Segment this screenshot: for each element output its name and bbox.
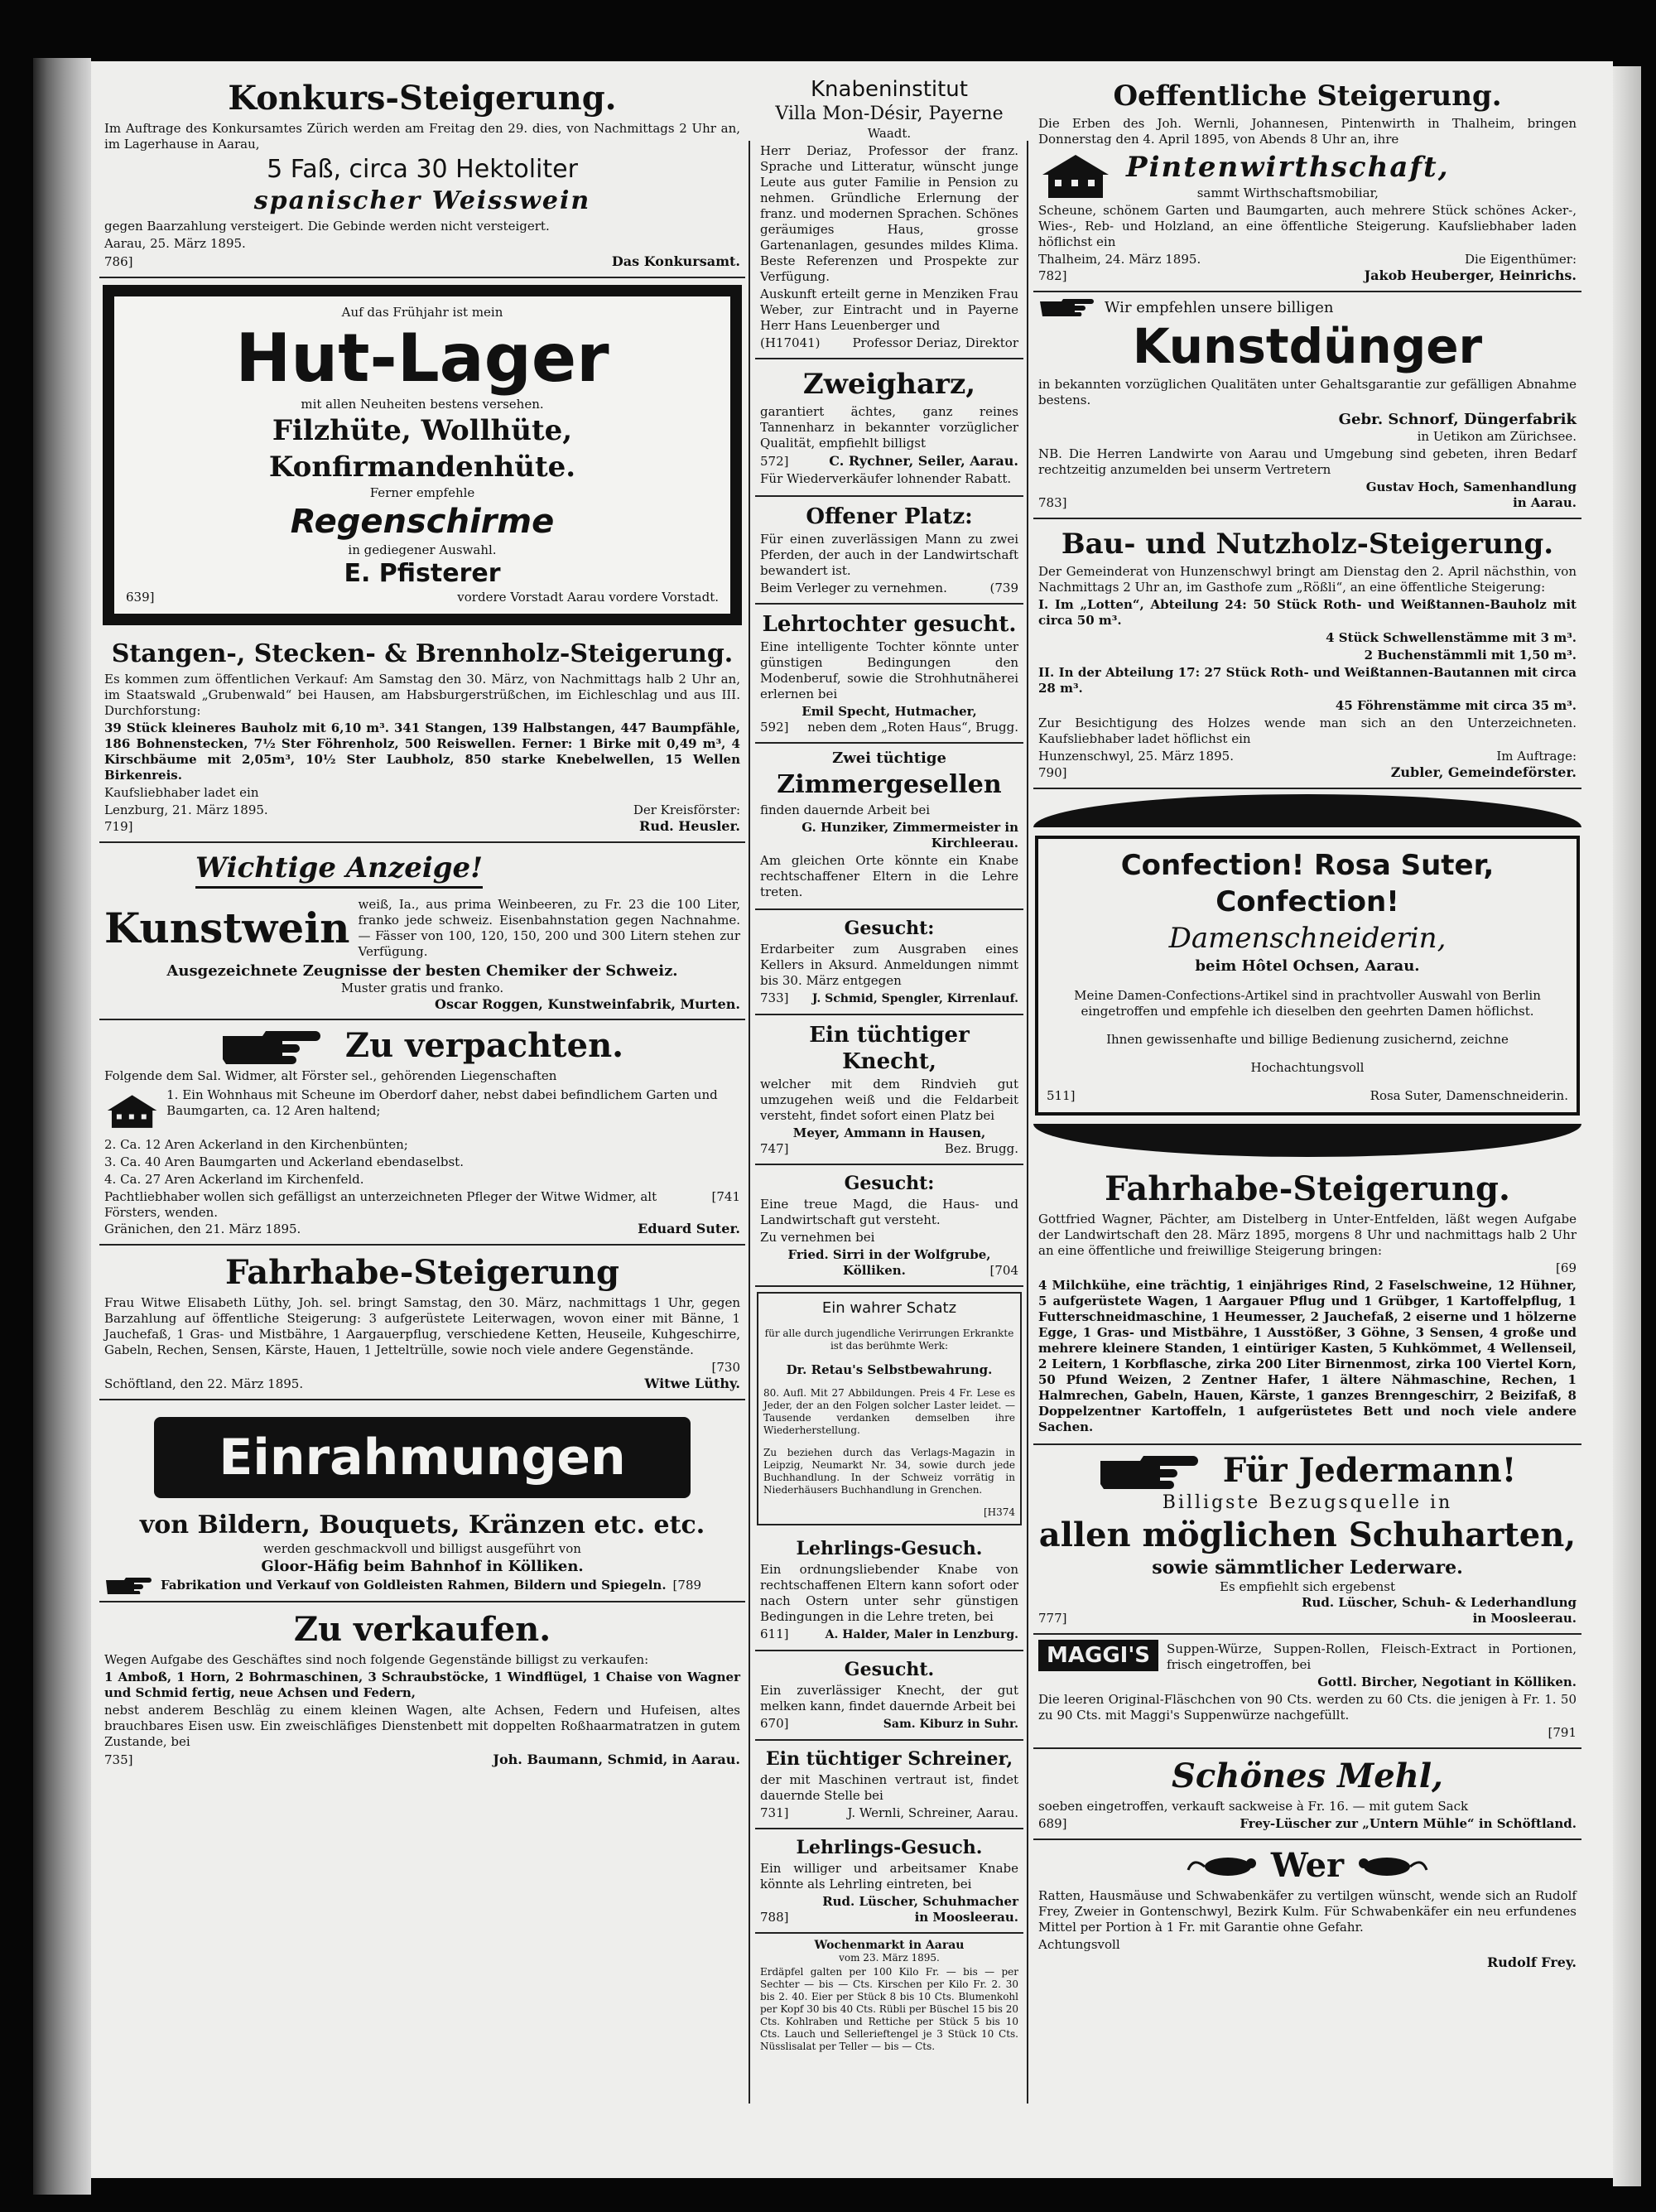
ad-name: Rud. Lüscher, Schuh- & Lederhandlung <box>1302 1595 1577 1610</box>
ad-text: der mit Maschinen vertraut ist, findet dauernde Stelle bei <box>760 1772 1018 1803</box>
ad-number: 788] <box>760 1910 789 1925</box>
ad-number: [791 <box>1548 1725 1577 1740</box>
ad-kunstwein <box>99 843 745 1020</box>
ad-line: Filzhüte, Wollhüte, Konfirmandenhüte. <box>268 414 576 484</box>
ad-signature: Professor Deriaz, Direktor <box>852 335 1018 350</box>
ad-highlight: Pintenwirthschaft, <box>1126 151 1450 184</box>
ad-stangen <box>99 632 745 843</box>
column-right <box>1033 71 1581 1977</box>
ad-line: 5 Faß, circa 30 Hektoliter <box>267 155 578 184</box>
ad-subtitle: Billigste Bezugsquelle in <box>1162 1492 1453 1513</box>
ornament-top <box>1033 794 1581 827</box>
ad-signature: J. Schmid, Spengler, Kirrenlauf. <box>811 992 1018 1005</box>
ad-title: Lehrlings-Gesuch. <box>796 1837 983 1858</box>
list-item: 2 Buchenstämmli mit 1,50 m³. <box>1364 648 1577 663</box>
ad-number: (739 <box>989 581 1018 595</box>
ad-number: 639] <box>126 590 155 605</box>
ad-gesucht-knecht <box>755 1651 1023 1741</box>
ad-text: Ihnen gewissenhafte und billige Bedienung zusichernd, zeichne <box>1106 1032 1509 1047</box>
pointing-hand-icon <box>104 1576 154 1594</box>
list-item: 45 Föhrenstämme mit circa 35 m³. <box>1335 698 1577 713</box>
ad-role: Im Auftrage: <box>1496 749 1577 764</box>
ad-text: Im Auftrage des Konkursamtes Zürich werden am Freitag den 29. dies, von Nachmittags 2 Uhr an, im Lagerhause in Aarau, <box>104 121 740 152</box>
ad-text: Kaufsliebhaber ladet ein <box>104 785 259 800</box>
pointing-hand-icon <box>1099 1453 1206 1489</box>
ad-title: Fahrhabe-Steigerung. <box>1105 1169 1510 1208</box>
ad-text: Fabrikation und Verkauf von Goldleisten Rahmen, Bildern und Spiegeln. <box>161 1577 667 1593</box>
ad-text: Muster gratis und franko. <box>340 981 504 995</box>
ad-place: Aarau, 25. März 1895. <box>104 236 246 251</box>
ad-text: in gediegener Auswahl. <box>348 542 497 557</box>
ad-einrahmungen <box>99 1400 745 1602</box>
ad-signature: neben dem „Roten Haus“, Brugg. <box>807 720 1018 735</box>
ad-number: 719] <box>104 819 133 834</box>
ad-name: Meyer, Ammann in Hausen, <box>792 1125 986 1140</box>
ad-address: vordere Vorstadt Aarau vordere Vorstadt. <box>457 590 719 605</box>
ad-text: werden geschmackvoll und billigst ausgeführt von <box>263 1541 581 1556</box>
column-left <box>99 71 745 1775</box>
ad-highlight: Ausgezeichnete Zeugnisse der besten Chemiker der Schweiz. <box>166 962 678 980</box>
book-spine <box>33 58 91 2195</box>
ad-signature: A. Halder, Maler in Lenzburg. <box>825 1628 1018 1641</box>
ad-items: 4 Milchkühe, eine trächtig, 1 einjähriges Rind, 2 Faselschweine, 12 Hühner, 5 aufgerüstete Wagen, 1 Aargauer Pflug und 1 Grübger, 1 Kartoffelpflug, 1 Futterschneidmaschine, 1 Heumesser, 2 Jauchefaß, 2 eiserne und 1 hölzerne Egge, 1 Gras- und Mistbähre, 1 Ausstößer, 3 Göhne, 3 Sensen, 4 große und mehrere kleinere Standen, 1 eintüriger Kasten, 5 Kuhkömmet, 4 Wellenseil, 2 Leitern, 1 Korbflasche, zirka 200 Liter Birnenmost, zirka 100 Viertel Korn, 50 Pfund Weizen, 2 Zentner Hafer, 1 ältere Nähmaschine, Rechen, 1 Halmrechen, Gabeln, Hauen, Kärste, 1 ganzes Brenngeschirr, 2 Beizifaß, 8 Doppelzentner Kartoffeln, 1 aufgerüstetes Bett und noch viele andere Sachen. <box>1038 1278 1577 1434</box>
rat-icon <box>1354 1853 1428 1878</box>
ad-text: NB. Die Herren Landwirte von Aarau und Umgebung sind gebeten, ihren Bedarf rechtzeitig anzumelden bei unserm Vertretern <box>1038 446 1577 477</box>
ad-text: Zu beziehen durch das Verlags-Magazin in Leipzig, Neumarkt Nr. 34, sowie durch jede Buchhandlung. In der Schweiz vorrätig in Niederhäusers Buchhandlung in Grenchen. <box>763 1447 1015 1496</box>
ad-text: Frau Witwe Elisabeth Lüthy, Joh. sel. bringt Samstag, den 30. März, nachmittags 1 Uhr, gegen Barzahlung auf öffentliche Steigerung: 3 aufgerüstete Leiterwagen, wovon einer mit Bänne, 1 Jauchefaß, 1 Gras- und Mistbähre, 1 Aargauerpflug, verschiedene Ketten, Heuseile, Kuhgeschirre, Gabeln, Rechen, Sensen, Kärste, Hauen, 1 Jetteltrülle, sowie noch viele andere Gegenstände. <box>104 1295 740 1357</box>
ad-number: 592] <box>760 720 789 735</box>
ad-title: Wichtige Anzeige! <box>195 850 483 889</box>
ad-signature: Gustav Hoch, Samenhandlung <box>1365 480 1577 494</box>
ad-items: 39 Stück kleineres Bauholz mit 6,10 m³. 341 Stangen, 139 Halbstangen, 447 Baumpfähle, 186 Bohnenstecken, 7½ Ster Föhrenholz, 500 Reiswellen. Ferner: 1 Birke mit 0,49 m³, 4 Kirschbäume mit 2,05m³, 10½ Ster Laubholz, 850 starke Knebelwellen, 15 Wellen Birkenreis. <box>104 720 740 783</box>
ad-title: Kunstdünger <box>1132 318 1483 374</box>
ad-title: Confection! Rosa Suter, Confection! <box>1120 849 1495 918</box>
ad-zweigharz <box>755 359 1023 497</box>
ad-text: Herr Deriaz, Professor der franz. Sprache und Litteratur, wünscht junge Leute aus guter Familie in Pension zu nehmen. Gründliche Erlernung der franz. und modernen Sprachen. Schönes geräumiges Haus, grosse Gartenanlagen, gesundes mildes Klima. Beste Referenzen und Prospekte zur Verfügung. <box>760 143 1018 284</box>
ad-place: Schöftland, den 22. März 1895. <box>104 1376 304 1391</box>
ad-lehrling-schuhmacher <box>755 1829 1023 1934</box>
ad-title: Wochenmarkt in Aarau <box>814 1939 965 1952</box>
ad-hutlager <box>103 285 742 625</box>
ad-name: E. Pfisterer <box>344 559 501 588</box>
list-item: II. In der Abteilung 17: 27 Stück Roth- und Weißtannen-Bautannen mit circa 28 m³. <box>1038 665 1577 696</box>
ad-title: Hut-Lager <box>235 320 609 397</box>
ad-bauholz <box>1033 519 1581 789</box>
ad-title: Ein wahrer Schatz <box>821 1299 957 1317</box>
ad-text: Erdarbeiter zum Ausgraben eines Kellers in Aksurd. Anmeldungen nimmt bis 30. März entgegen <box>760 942 1018 988</box>
ad-jedermann <box>1033 1445 1581 1635</box>
ad-text: weiß, Ia., aus prima Weinbeeren, zu Fr. 23 die 100 Liter, franko jede schweiz. Eisenbahnstation gegen Nachnahme. — Fässer von 100, 120, 150, 200 und 300 Litern stehen zur Verfügung. <box>358 897 740 959</box>
ad-place: in Aarau. <box>1513 495 1577 510</box>
ad-name: G. Hunziker, Zimmermeister in Kirchleerau. <box>802 820 1018 851</box>
ad-title: Bau- und Nutzholz-Steigerung. <box>1061 528 1554 561</box>
ad-signature: Oscar Roggen, Kunstweinfabrik, Murten. <box>435 996 740 1012</box>
ad-knecht <box>755 1015 1023 1165</box>
ad-number: 670] <box>760 1716 789 1731</box>
ad-intro: Zwei tüchtige <box>832 749 946 767</box>
ad-note: Für Wiederverkäufer lohnender Rabatt. <box>760 471 1012 486</box>
ad-place: Lenzburg, 21. März 1895. <box>104 802 268 817</box>
ad-name: Rud. Lüscher, Schuhmacher <box>822 1894 1018 1909</box>
ad-schreiner <box>755 1741 1023 1829</box>
ad-number: (H17041) <box>760 335 821 350</box>
ad-text: soeben eingetroffen, verkauft sackweise à Fr. 16. — mit gutem Sack <box>1038 1799 1469 1814</box>
ad-fahrhabe-wagner <box>1033 1162 1581 1445</box>
ad-text: Gottfried Wagner, Pächter, am Distelberg in Unter-Entfelden, läßt wegen Aufgabe der Landwirtschaft den 28. März 1895, morgens 8 Uhr und nachmittags halb 2 Uhr an eine öffentliche und freiwillige Steigerung bringen: <box>1038 1212 1577 1258</box>
ad-place: in Moosleerau. <box>914 1910 1018 1925</box>
ornament-bottom <box>1033 1124 1581 1157</box>
ad-title: Lehrtochter gesucht. <box>762 612 1017 637</box>
ad-role: Die Eigenthümer: <box>1464 252 1577 267</box>
ad-signature: Rudolf Frey. <box>1486 1954 1577 1970</box>
ad-lehrtochter <box>755 605 1023 744</box>
ad-zimmergesellen <box>755 744 1023 910</box>
ad-signature: Das Konkursamt. <box>611 253 740 269</box>
ad-name: Gloor-Häfig beim Bahnhof in Kölliken. <box>261 1558 584 1575</box>
ad-name: Gebr. Schnorf, Düngerfabrik <box>1338 411 1577 428</box>
ad-text: Die leeren Original-Fläschchen von 90 Cts. werden zu 60 Cts. die jenigen à Fr. 1. 50 zu 90 Cts. mit Maggi's Suppenwürze nachgefüllt. <box>1038 1692 1577 1723</box>
ad-title: Zu verpachten. <box>344 1026 624 1065</box>
ad-title: Gesucht. <box>844 1659 935 1680</box>
ad-text: Für einen zuverlässigen Mann zu zwei Pferden, der auch in der Landwirtschaft bewandert ist. <box>760 532 1018 578</box>
ad-name: Dr. Retau's Selbstbewahrung. <box>786 1362 993 1377</box>
ad-text: Meine Damen-Confections-Artikel sind in prachtvoller Auswahl von Berlin eingetroffen und empfehle ich dieselben den geehrten Damen höflichst. <box>1074 988 1541 1019</box>
next-page-edge <box>1613 66 1641 2186</box>
ad-text: Erdäpfel galten per 100 Kilo Fr. — bis — per Sechter — bis — Cts. Kirschen per Kilo Fr. 2. 30 bis 2. 40. Eier per Stück 8 bis 10 Cts. Blumenkohl per Kopf 30 bis 40 Cts. Rübli per Büschel 15 bis 20 Cts. Kohlraben und Rettiche per Stück 5 bis 10 Cts. Lauch und Sellerieftengel je 3 Stück 10 Cts. Nüsslisalat per Teller — bis — Cts. <box>760 1966 1018 2052</box>
ad-signature: Rud. Heusler. <box>639 818 740 834</box>
ad-highlight: allen möglichen Schuharten, <box>1038 1516 1577 1554</box>
ad-title: Für Jedermann! <box>1222 1451 1517 1490</box>
ad-text: garantiert ächtes, ganz reines Tannenharz in bekannter vorzüglicher Qualität, empfiehlt billigst <box>760 404 1018 451</box>
ad-text: Ferner empfehle <box>369 485 475 500</box>
column-rule-1 <box>749 141 750 2104</box>
ad-place: Kölliken. <box>843 1263 906 1278</box>
ad-highlight: Regenschirme <box>290 503 555 541</box>
ad-text: Auskunft erteilt gerne in Menziken Frau Weber, zur Eintracht und in Payerne Herr Hans Leuenberger und <box>760 287 1018 333</box>
ad-number: [69 <box>1556 1260 1577 1275</box>
ad-signature: Witwe Lüthy. <box>644 1376 740 1391</box>
ad-title: Gesucht: <box>844 1173 935 1194</box>
ad-number: 611] <box>760 1626 789 1641</box>
ad-text: Es empfiehlt sich ergebenst <box>1220 1579 1395 1594</box>
ad-place: Bez. Brugg. <box>944 1141 1018 1156</box>
ad-verpachten <box>99 1020 745 1246</box>
column-middle <box>755 71 1023 2061</box>
ad-items: 1 Amboß, 1 Horn, 2 Bohrmaschinen, 3 Schraubstöcke, 1 Windflügel, 1 Chaise von Wagner und Schmid fertig, neue Achsen und Federn, <box>104 1670 740 1700</box>
list-item: I. Im „Lotten“, Abteilung 24: 50 Stück Roth- und Weißtannen-Bauholz mit circa 50 m³. <box>1038 597 1577 628</box>
ad-signature: C. Rychner, Seiler, Aarau. <box>829 453 1018 469</box>
ad-place: in Moosleerau. <box>1472 1611 1577 1626</box>
ad-subtitle: mit allen Neuheiten bestens versehen. <box>301 397 544 412</box>
ad-text: 80. Aufl. Mit 27 Abbildungen. Preis 4 Fr. Lese es Jeder, der an den Folgen solcher Laster leidet. — Tausende verdanken demselben ihre Wiederherstellung. <box>763 1387 1015 1436</box>
ad-wochenmarkt <box>755 1934 1023 2061</box>
ad-wahrer-schatz <box>757 1292 1022 1525</box>
ad-text: sowie sämmtlicher Lederware. <box>1152 1557 1463 1578</box>
ad-place: in Uetikon am Zürichsee. <box>1417 429 1577 444</box>
ad-text: Der Gemeinderat von Hunzenschwyl bringt am Dienstag den 2. April nächsthin, von Nachmittags 2 Uhr an, im Gasthofe zum „Rößli“, an eine öffentliche Steigerung: <box>1038 564 1577 595</box>
ad-title: Lehrlings-Gesuch. <box>796 1538 983 1559</box>
ad-number: 786] <box>104 254 133 269</box>
ad-text: Achtungsvoll <box>1038 1937 1120 1952</box>
ad-wer <box>1033 1840 1581 1977</box>
ad-signature: J. Wernli, Schreiner, Aarau. <box>847 1805 1018 1820</box>
ad-text: Eine intelligente Tochter könnte unter günstigen Bedingungen den Modenberuf, sowie die Strohhutnäherei erlernen bei <box>760 639 1018 701</box>
pointing-hand-icon <box>1038 297 1096 317</box>
ad-text: Pachtliebhaber wollen sich gefälligst an unterzeichneten Pfleger der Witwe Widmer, alt Försters, wenden. <box>104 1189 657 1220</box>
ad-text: gegen Baarzahlung versteigert. Die Gebinde werden nicht versteigert. <box>104 219 550 234</box>
house-icon <box>104 1086 160 1135</box>
ad-title: Fahrhabe-Steigerung <box>225 1253 619 1292</box>
ad-title: Wer <box>1270 1846 1345 1885</box>
list-item: 4 Stück Schwellenstämme mit 3 m³. <box>1326 630 1577 645</box>
ad-number: [730 <box>711 1360 740 1375</box>
ad-text: Zu vernehmen bei <box>760 1230 875 1245</box>
ad-subtitle: sammt Wirthschaftsmobiliar, <box>1196 186 1379 200</box>
list-item: 2. Ca. 12 Aren Ackerland in den Kirchenbünten; <box>104 1137 408 1152</box>
ad-text: Ein williger und arbeitsamer Knabe könnte als Lehrling eintreten, bei <box>760 1861 1018 1892</box>
ad-title: Zimmergesellen <box>777 770 1002 799</box>
ad-title-banner: Einrahmungen <box>154 1417 691 1498</box>
ad-number: 735] <box>104 1752 133 1767</box>
ad-text: Ratten, Hausmäuse und Schwabenkäfer zu vertilgen wünscht, wende sich an Rudolf Frey, Zweier in Gontenschwyl, Bezirk Kulm. Für Schwabenkäfer ein neu erfundenes Mittel per Portion à 1 Fr. mit Garantie ohne Gefahr. <box>1038 1888 1577 1935</box>
ad-place: beim Hôtel Ochsen, Aarau. <box>1195 957 1420 975</box>
ad-knabeninstitut <box>755 71 1023 359</box>
ad-text: Folgende dem Sal. Widmer, alt Förster sel., gehörenden Liegenschaften <box>104 1068 557 1083</box>
ad-text: Hochachtungsvoll <box>1250 1060 1365 1075</box>
ad-title: Offener Platz: <box>806 504 973 529</box>
ad-intro: Wir empfehlen unsere billigen <box>1105 298 1334 316</box>
column-rule-2 <box>1027 141 1028 2104</box>
ad-signature: Frey-Lüscher zur „Untern Mühle“ in Schöftland. <box>1240 1816 1577 1831</box>
ad-title: Zweigharz, <box>802 368 976 401</box>
ad-verkaufen <box>99 1602 745 1775</box>
ad-text: Am gleichen Orte könnte ein Knabe rechtschaffener Eltern in die Lehre treten. <box>760 853 1018 899</box>
ad-number: 731] <box>760 1805 789 1820</box>
ad-text: Die Erben des Joh. Wernli, Johannesen, Pintenwirth in Thalheim, bringen Donnerstag den 4. April 1895, von Abends 8 Uhr an, ihre <box>1038 116 1577 147</box>
ad-fahrhabe <box>99 1246 745 1400</box>
ad-text: Zur Besichtigung des Holzes wende man sich an den Unterzeichneten. Kaufsliebhaber ladet höflichst ein <box>1038 716 1577 746</box>
pointing-hand-icon <box>221 1028 329 1064</box>
ad-highlight: spanischer Weisswein <box>253 186 591 215</box>
ad-mehl <box>1033 1749 1581 1840</box>
ad-text: Es kommen zum öffentlichen Verkauf: Am Samstag den 30. März, von Nachmittags halb 2 Uhr an, im Staatswald „Grubenwald“ bei Hausen, am Habsburgerstrüßchen, im Eichleschlag und aus III. Durchforstung: <box>104 672 740 718</box>
rat-icon <box>1187 1853 1261 1878</box>
ad-number: 689] <box>1038 1816 1067 1831</box>
ad-confection <box>1033 794 1581 1157</box>
ad-number: 511] <box>1047 1088 1076 1103</box>
ad-number: [789 <box>672 1577 702 1593</box>
ad-text: für alle durch jugendliche Verirrungen Erkrankte ist das berühmte Werk: <box>764 1328 1014 1352</box>
ad-konkurs <box>99 71 745 278</box>
ad-title: Oeffentliche Steigerung. <box>1113 80 1502 113</box>
ad-magd <box>755 1165 1023 1287</box>
ad-title: Gesucht: <box>844 918 935 939</box>
list-item: 3. Ca. 40 Aren Baumgarten und Ackerland ebendaselbst. <box>104 1154 464 1169</box>
list-item: 4. Ca. 27 Aren Ackerland im Kirchenfeld. <box>104 1172 364 1187</box>
ad-gesucht-erdarbeiter <box>755 910 1023 1015</box>
ad-text: welcher mit dem Rindvieh gut umzugehen weiß und die Feldarbeit versteht, findet sofort einen Platz bei <box>760 1077 1018 1123</box>
ad-number: [704 <box>989 1263 1018 1278</box>
ad-text: Ein zuverlässiger Knecht, der gut melken kann, findet dauernde Arbeit bei <box>760 1683 1018 1713</box>
ad-place: Waadt. <box>867 126 912 141</box>
ad-place: Gränichen, den 21. März 1895. <box>104 1222 301 1236</box>
ad-subtitle: von Bildern, Bouquets, Kränzen etc. etc. <box>139 1511 705 1540</box>
ad-place: Hunzenschwyl, 25. März 1895. <box>1038 749 1234 764</box>
ad-number: [H374 <box>983 1506 1015 1518</box>
ad-offener-platz <box>755 497 1023 605</box>
ad-number: 783] <box>1038 495 1067 510</box>
ad-role: Der Kreisförster: <box>633 802 740 817</box>
ad-place: Thalheim, 24. März 1895. <box>1038 252 1201 267</box>
ad-signature: Eduard Suter. <box>638 1221 740 1236</box>
ad-text: Scheune, schönem Garten und Baumgarten, auch mehrere Stück schönes Acker-, Wies-, Reb- und Holzland, an eine öffentliche Steigerung. Kaufsliebhaber laden höflichst ein <box>1038 203 1577 249</box>
ad-number: 782] <box>1038 268 1067 283</box>
ad-text: nebst anderem Beschläg zu einem kleinen Wagen, alte Achsen, Federn und Hufeisen, altes brauchbares Eisen usw. Ein zweischläfiges Dienstenbett mit doppelten Roßhaarmatratzen in gutem Zustande, bei <box>104 1703 740 1749</box>
ad-name: Gottl. Bircher, Negotiant in Kölliken. <box>1317 1675 1577 1689</box>
ad-signature: Jakob Heuberger, Heinrichs. <box>1364 267 1577 283</box>
ad-text: Eine treue Magd, die Haus- und Landwirtschaft gut versteht. <box>760 1197 1018 1227</box>
ad-signature: Sam. Kiburz in Suhr. <box>883 1718 1018 1731</box>
ad-title: Schönes Mehl, <box>1172 1757 1443 1795</box>
ad-title: Knabeninstitut <box>811 77 968 102</box>
ad-number: 733] <box>760 990 789 1005</box>
ad-text: in bekannten vorzüglichen Qualitäten unter Gehaltsgarantie zur gefälligen Abnahme bestens. <box>1038 377 1577 407</box>
ad-number: 572] <box>760 454 789 469</box>
ad-number: 790] <box>1038 765 1067 780</box>
ad-name: Fried. Sirri in der Wolfgrube, <box>787 1247 991 1262</box>
ad-bigword: Kunstwein <box>104 904 350 952</box>
ad-title: Ein tüchtiger Schreiner, <box>765 1748 1013 1770</box>
ad-maggi <box>1033 1635 1581 1749</box>
ad-title: Konkurs-Steigerung. <box>228 79 617 118</box>
ad-text: Wegen Aufgabe des Geschäftes sind noch folgende Gegenstände billigst zu verkaufen: <box>104 1652 649 1667</box>
ad-text: finden dauernde Arbeit bei <box>760 802 931 817</box>
ad-number: 747] <box>760 1141 789 1156</box>
ad-text: Suppen-Würze, Suppen-Rollen, Fleisch-Extract in Portionen, frisch eingetroffen, bei <box>1167 1641 1577 1672</box>
ad-subtitle: Damenschneiderin, <box>1168 922 1447 955</box>
ad-lehrling-maler <box>755 1530 1023 1651</box>
ad-number: 777] <box>1038 1611 1067 1626</box>
ad-signature: Rosa Suter, Damenschneiderin. <box>1370 1088 1568 1103</box>
ad-title: Zu verkaufen. <box>293 1610 551 1649</box>
ad-intro: Auf das Frühjahr ist mein <box>341 305 503 320</box>
ad-number: [741 <box>711 1189 740 1204</box>
ad-text: Ein ordnungsliebender Knabe von rechtschaffenen Eltern kann sofort oder nach Ostern unter sehr günstigen Bedingungen in die Lehre treten, bei <box>760 1562 1018 1624</box>
ad-title: Stangen-, Stecken- & Brennholz-Steigerung. <box>111 639 734 668</box>
ad-date: vom 23. März 1895. <box>839 1952 940 1964</box>
ad-kunstduenger <box>1033 292 1581 519</box>
ad-name: Emil Specht, Hutmacher, <box>802 704 977 719</box>
ad-signature: Joh. Baumann, Schmid, in Aarau. <box>493 1752 740 1767</box>
ad-text: Beim Verleger zu vernehmen. <box>760 581 947 595</box>
house-icon <box>1038 152 1113 200</box>
ad-oeffentliche-steigerung <box>1033 71 1581 292</box>
ad-signature: Zubler, Gemeindeförster. <box>1390 764 1577 780</box>
ad-title: Ein tüchtiger Knecht, <box>809 1023 970 1074</box>
list-item: 1. Ein Wohnhaus mit Scheune im Oberdorf daher, nebst dabei befindlichem Garten und Baumgarten, ca. 12 Aren haltend; <box>166 1087 718 1118</box>
maggi-logo: MAGGI'S <box>1038 1640 1158 1671</box>
ad-subtitle: Villa Mon-Désir, Payerne <box>775 104 1004 124</box>
